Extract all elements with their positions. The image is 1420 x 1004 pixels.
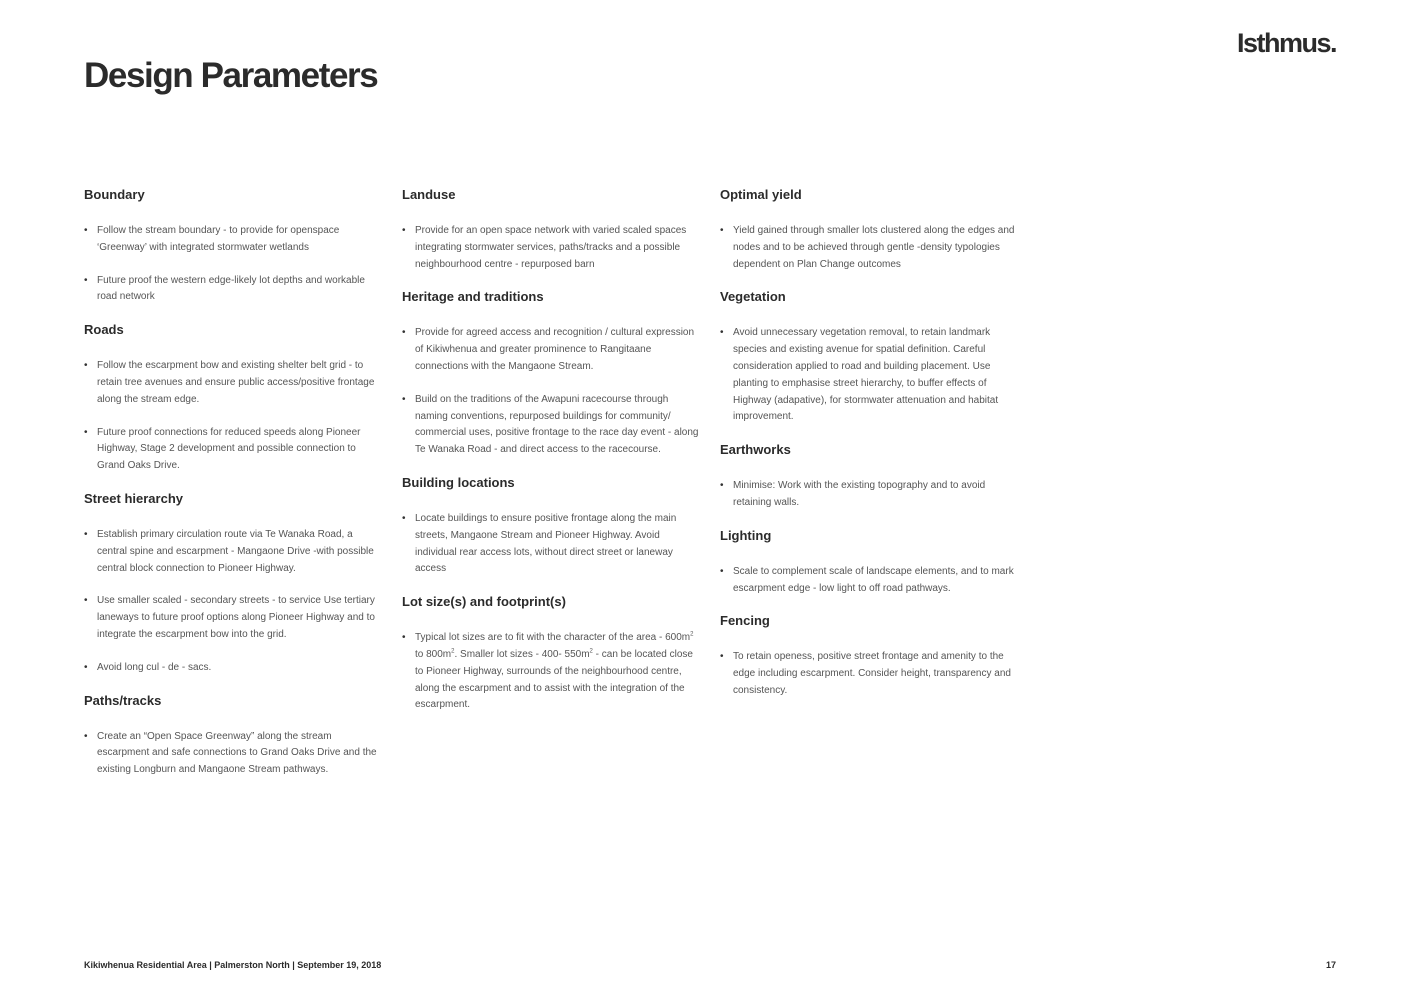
isthmus-logo: Isthmus. bbox=[1236, 28, 1336, 58]
list-item: • Minimise: Work with the existing topography and to avoid retaining walls. bbox=[720, 478, 1020, 512]
section-fencing bbox=[720, 613, 1020, 699]
column-middle bbox=[402, 187, 702, 730]
bullet-list bbox=[84, 527, 384, 677]
section-street-hierarchy bbox=[84, 491, 384, 677]
section-heading: Optimal yield bbox=[720, 187, 802, 202]
superscript: 2 bbox=[690, 631, 694, 638]
bullet-list bbox=[84, 358, 384, 475]
section-heading: Building locations bbox=[402, 474, 515, 490]
list-item: • Avoid long cul - de - sacs. bbox=[84, 660, 384, 677]
bullet-list bbox=[402, 630, 702, 714]
bullet-list bbox=[720, 478, 1020, 512]
list-item: • Build on the traditions of the Awapuni racecourse through naming conventions, repurposed buildings for community/ commercial uses, positive frontage to the race day event - along Te Wanaka Road - and direct access to the racecourse. bbox=[402, 392, 702, 459]
bullet-list bbox=[402, 511, 702, 578]
bullet-list bbox=[84, 729, 384, 779]
bullet-list bbox=[720, 223, 1020, 273]
section-heading: Landuse bbox=[402, 187, 456, 202]
column-right bbox=[720, 187, 1020, 716]
section-heading: Roads bbox=[84, 322, 124, 338]
list-item: • Yield gained through smaller lots clustered along the edges and nodes and to be achieved through gentle -density typologies dependent on Plan Change outcomes bbox=[720, 223, 1020, 273]
section-building-locations bbox=[402, 475, 702, 578]
list-item: • Provide for an open space network with varied scaled spaces integrating stormwater services, paths/tracks and a possible neighbourhood centre - repurposed barn bbox=[402, 223, 702, 273]
bullet-list bbox=[402, 223, 702, 273]
list-item: • Create an “Open Space Greenway” along the stream escarpment and safe connections to Grand Oaks Drive and the existing Longburn and Mangaone Stream pathways. bbox=[84, 729, 384, 779]
list-item: • Future proof connections for reduced speeds along Pioneer Highway, Stage 2 development and possible connection to Grand Oaks Drive. bbox=[84, 425, 384, 475]
section-landuse bbox=[402, 187, 702, 273]
bullet-list bbox=[720, 564, 1020, 598]
bullet-list bbox=[402, 325, 702, 459]
page-title: Design Parameters bbox=[84, 56, 378, 95]
section-heading: Heritage and traditions bbox=[402, 289, 544, 305]
page-number: 17 bbox=[1325, 960, 1336, 970]
section-heading: Vegetation bbox=[720, 289, 786, 305]
section-boundary bbox=[84, 187, 384, 306]
footer-text: Kikiwhenua Residential Area | Palmerston North | September 19, 2018 bbox=[84, 960, 382, 970]
list-item: • Follow the stream boundary - to provide for openspace ‘Greenway’ with integrated stormwater wetlands bbox=[84, 223, 384, 257]
list-item: • Follow the escarpment bow and existing shelter belt grid - to retain tree avenues and ensure public access/positive frontage along the stream edge. bbox=[84, 358, 384, 408]
list-item: • Future proof the western edge-likely lot depths and workable road network bbox=[84, 273, 384, 307]
section-roads bbox=[84, 322, 384, 475]
list-item bbox=[402, 630, 702, 714]
lot-text: - can be located close to Pioneer Highway, surrounds of the neighbourhood centre, along the escarpment and to assist with the integration of the escarpment. bbox=[415, 648, 693, 711]
section-vegetation bbox=[720, 289, 1020, 426]
section-optimal-yield bbox=[720, 187, 1020, 273]
list-item: • Locate buildings to ensure positive frontage along the main streets, Mangaone Stream and Pioneer Highway. Avoid individual rear access lots, without direct street or laneway access bbox=[402, 511, 702, 578]
section-lot-size bbox=[402, 594, 702, 714]
section-paths-tracks bbox=[84, 693, 384, 779]
section-heading: Lighting bbox=[720, 527, 772, 543]
list-item: • Provide for agreed access and recognition / cultural expression of Kikiwhenua and greater prominence to Rangitaane connections with the Mangaone Stream. bbox=[402, 325, 702, 375]
list-item: • To retain openess, positive street frontage and amenity to the edge including escarpment. Consider height, transparency and consistency. bbox=[720, 649, 1020, 699]
section-heritage-traditions bbox=[402, 289, 702, 459]
section-lighting bbox=[720, 528, 1020, 598]
section-heading: Fencing bbox=[720, 613, 770, 629]
section-heading: Boundary bbox=[84, 187, 145, 202]
superscript: 2 bbox=[451, 648, 455, 655]
lot-text: . Smaller lot sizes - 400- 550m bbox=[454, 648, 590, 660]
section-heading: Paths/tracks bbox=[84, 692, 162, 708]
section-heading: Street hierarchy bbox=[84, 490, 183, 506]
section-earthworks bbox=[720, 442, 1020, 512]
bullet-list bbox=[720, 649, 1020, 699]
superscript: 2 bbox=[589, 648, 593, 655]
list-item: • Use smaller scaled - secondary streets - to service Use tertiary laneways to future proof options along Pioneer Highway and to integrate the escarpment bow into the grid. bbox=[84, 593, 384, 643]
list-item: • Scale to complement scale of landscape elements, and to mark escarpment edge - low light to off road pathways. bbox=[720, 564, 1020, 598]
list-item: • Establish primary circulation route via Te Wanaka Road, a central spine and escarpment - Mangaone Drive -with possible central block connection to Pioneer Highway. bbox=[84, 527, 384, 577]
section-heading: Earthworks bbox=[720, 442, 791, 458]
column-left bbox=[84, 187, 384, 795]
bullet-list bbox=[720, 325, 1020, 426]
lot-text: to 800m bbox=[415, 648, 452, 660]
section-heading: Lot size(s) and footprint(s) bbox=[402, 594, 566, 610]
bullet-list bbox=[84, 223, 384, 306]
list-item: • Avoid unnecessary vegetation removal, to retain landmark species and existing avenue for spatial definition. Careful consideration applied to road and building placement. Use planting to emphasise street hierarchy, to buffer effects of Highway (adapative), for stormwater attenuation and habitat improvement. bbox=[720, 325, 1020, 426]
lot-text: Typical lot sizes are to fit with the character of the area - 600m bbox=[415, 632, 691, 644]
